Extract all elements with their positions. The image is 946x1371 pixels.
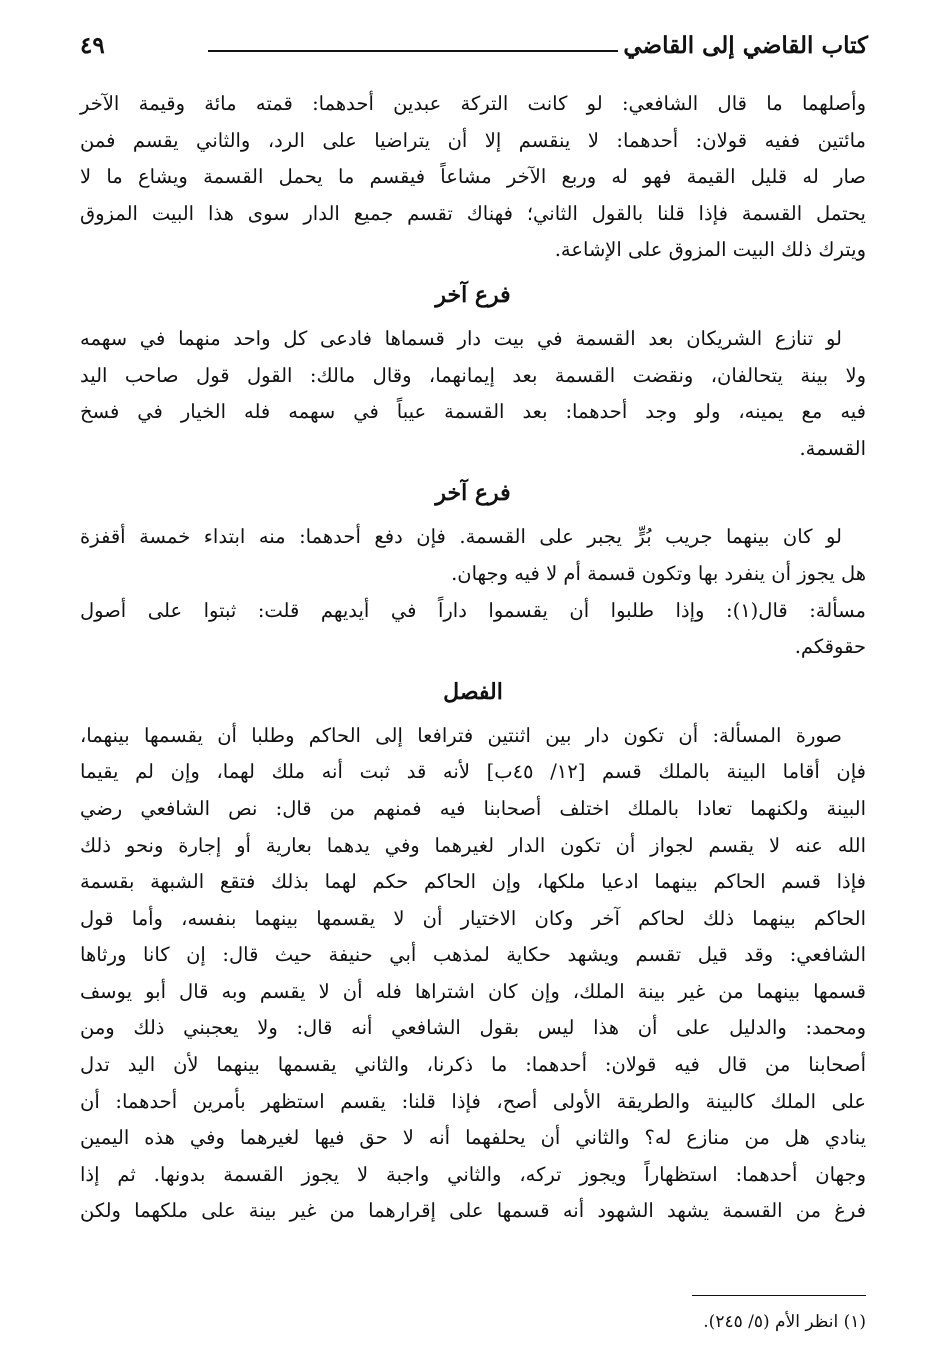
paragraph-masala [80, 593, 866, 666]
text-line: وأصلهما ما قال الشافعي: لو كانت التركة عبدين أحدهما: قمته مائة وقيمة الآخر [80, 92, 866, 115]
paragraph-origin [80, 86, 866, 269]
text-line: يحتمل القسمة فإذا قلنا بالقول الثاني؛ فهناك تقسم جميع الدار سوى هذا البيت المزوق [80, 201, 866, 225]
text-line: ينادي هل من منازع له؟ والثاني أن يحلفهما أنه لا حق فيها لغيرهما وفي هذه اليمين [80, 1126, 866, 1150]
text-line: مائتين ففيه قولان: أحدهما: لا ينقسم إلا أن يتراضيا على الرد، والثاني يقسم فمن [80, 128, 866, 152]
text-line: صار له قليل القيمة فهو له وربع الآخر مشاعاً فيقسم ما يحمل القسمة ويشاع ما لا [80, 165, 866, 189]
section-heading: فرع آخر [435, 480, 511, 507]
text-line: الشافعي: وقد قيل تقسم ويشهد حكاية لمذهب أبي حنيفة حيث قال: إن كانا ورثاها [80, 943, 866, 967]
text-line: أصحابنا من قال فيه قولان: أحدهما: ما ذكرنا، والثاني يقسمها بينهما لأن اليد تدل [80, 1053, 866, 1077]
section-heading: الفصل [443, 678, 503, 705]
running-title: كتاب القاضي إلى القاضي [623, 32, 868, 59]
footnote-rule [692, 1295, 866, 1296]
text-line: ومحمد: والدليل على أن هذا ليس بقول الشافعي أنه قال: ولا يعجبني ذلك ومن [80, 1016, 866, 1040]
text-line: ولا بينة يتحالفان، ونقضت القسمة بعد إيمانهما، وقال مالك: القول قول صاحب اليد [80, 363, 866, 387]
text-line: لو كان بينهما جريب بُرٍّ يجبر على القسمة. فإن دفع أحدهما: منه ابتداء خمسة أقفزة [80, 525, 842, 549]
page-number: ٤٩ [80, 32, 105, 59]
text-line: على الملك كالبينة والطريقة الأولى أصح، فإذا قلنا: يقسم استظهر بأمرين أحدهما: أن [80, 1089, 866, 1113]
text-line: البينة ولكنهما تعادا بالملك اختلف أصحابنا فيه فمنهم من قال: نص الشافعي رضي [80, 796, 866, 820]
paragraph-fasl [80, 718, 866, 1230]
text-line: حقوقكم. [794, 635, 866, 659]
header-rule [208, 50, 618, 52]
text-line: فإن أقاما البينة بالملك قسم [١٢/ ٤٥ب] لأنه قد ثبت أنه ملك لهما، وإن لم يقيما [80, 760, 866, 784]
footnote: (١) انظر الأم (٥/ ٢٤٥). [703, 1312, 866, 1332]
text-line: مسألة: قال(١): وإذا طلبوا أن يقسموا داراً في أيديهم قلت: ثبتوا على أصول [80, 598, 866, 622]
paragraph-wheat [80, 519, 866, 592]
text-line: الله عنه لا يقسم لجواز أن تكون الدار لغيرهما وفي يدهما بعارية أو إجارة ونحو ذلك [80, 833, 866, 857]
text-line: الحاكم بينهما ذلك لحاكم آخر وكان الاختيار أن لا يقسمها بينهما بنفسه، وأما قول [80, 906, 866, 930]
text-line: صورة المسألة: أن تكون دار بين اثنتين فترافعا إلى الحاكم وطلبا أن يقسمها بينهما، [80, 723, 842, 747]
text-line: فيه مع يمينه، ولو وجد أحدهما: بعد القسمة عيباً في سهمه فله الخيار في فسخ [80, 400, 866, 424]
text-line: هل يجوز أن ينفرد بها وتكون قسمة أم لا فيه وجهان. [451, 561, 866, 585]
page-body [80, 86, 866, 1230]
text-line: القسمة. [799, 436, 866, 460]
paragraph-dispute [80, 321, 866, 467]
text-line: لو تنازع الشريكان بعد القسمة في بيت دار قسماها فادعى كل واحد منهما في سهمه [80, 326, 842, 350]
section-heading: فرع آخر [435, 281, 511, 308]
text-line: فرغ من القسمة يشهد الشهود أنه قسمها على إقرارهما من غير بينة على ملكهما ولكن [80, 1199, 866, 1223]
text-line: ويترك ذلك البيت المزوق على الإشاعة. [554, 238, 866, 262]
text-line: فإذا قسم الحاكم بينهما ادعيا ملكها، وإن الحاكم حكم لهما بذلك فتقع الشبهة بقسمة [80, 870, 866, 894]
text-line: قسمها بينهما من غير بينة الملك، وإن كان اشتراها فله أن لا يقسم وبه قال أبو يوسف [80, 979, 866, 1003]
text-line: وجهان أحدهما: استظهاراً ويجوز تركه، والثاني واجبة لا يجوز القسمة بدونها. ثم إذا [80, 1162, 866, 1186]
page-header [80, 28, 868, 68]
